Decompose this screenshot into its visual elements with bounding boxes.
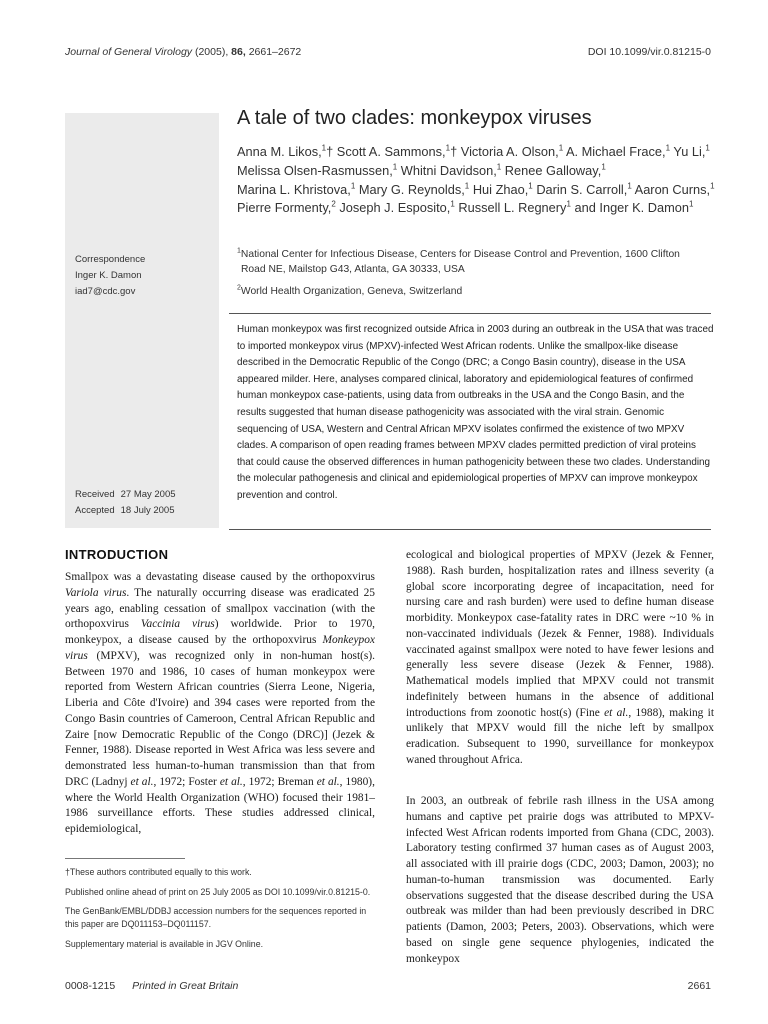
author: Yu Li,$^1$ <box>673 143 710 159</box>
footnote-accession-numbers: The GenBank/EMBL/DDBJ accession numbers for the sequences reported in this paper are DQ011153–DQ011157. <box>65 906 367 930</box>
page-number: 2661 <box>687 980 711 992</box>
author: Marina L. Khristova,$^1$ <box>237 181 356 197</box>
footnote-supplementary: Supplementary material is available in JGV Online. <box>65 938 264 949</box>
intro-paragraph-1-continued: ecological and biological properties of MPXV (Jezek & Fenner, 1988). Rash burden, hospitalization rates and illness severity (a global score incorporating degree of incapacitation, need for nursing care and rash burden) were used to define human disease morbidity. Monkeypox case-fatality rates in DRC were ~10 % in non-vaccinated individuals (Jezek & Fenner, 1988). Individuals vaccinated against smallpox were noted to have fewer lesions and generally less severe disease (Jezek & Fenner, 1988). Mathematical models implied that MPXV could not transmit indefinitely between humans in the absence of additional introductions from zoonotic host(s) (Fine et al., 1988), making it unlikely that MPXV would fill the niche left by smallpox eradication. Subsequent to 1990, surveillance for monkeypox waned throughout Africa. <box>406 549 715 766</box>
journal-name: Journal of General Virology <box>65 46 193 58</box>
intro-paragraph-1: Smallpox was a devastating disease caused by the orthopoxvirus Variola virus. The naturally occurring disease was eradicated 25 years ago, enabling cessation of smallpox vaccination (with the orthopoxvirus Vaccinia virus) worldwide. Prior to 1970, monkeypox, a disease caused by the orthopoxvirus Monkeypox virus (MPXV), was recognized only in non-human host(s). Between 1970 and 1986, 10 cases of human monkeypox were reported from Western African countries (Sierra Leone, Nigeria, Liberia and Côte d'Ivoire) and 394 cases were reported from the Congo Basin countries of Cameroon, Central African Republic and Zaire [now Democratic Republic of the Congo (DRC)] (Jezek & Fenner, 1988). Disease reported in West Africa was less severe and demonstrated less human-to-human transmission than that from DRC (Ladnyj et al., 1972; Foster et al., 1972; Breman et al., 1980), where the World Health Organization (WHO) focused their 1981–1986 surveillance efforts. These studies addressed clinical, epidemiological, <box>65 571 375 835</box>
affiliation-1: $^1$National Center for Infectious Disease, Centers for Disease Control and Prevention, 1600 Clifton Road NE, Mailstop G43, Atlanta, GA 30333, USA <box>237 247 680 275</box>
author: Joseph J. Esposito,$^1$ <box>339 200 455 216</box>
journal-pages: 2661–2672 <box>248 46 302 58</box>
author: Whitni Davidson,$^1$ <box>400 162 502 178</box>
page-footer <box>65 980 711 992</box>
doi: DOI 10.1099/vir.0.81215-0 <box>587 46 711 58</box>
footnote-equal-contribution: †These authors contributed equally to this work. <box>65 867 252 877</box>
intro-paragraph-2: In 2003, an outbreak of febrile rash illness in the USA among humans and captive pet prairie dogs was attributed to MPXV-infected West African rodents imported from Ghana (CDC, 2003). Laboratory testing confirmed 37 human cases as of August 2003, all associated with ill prairie dogs (CDC, 2003; Damon, 2003); no human-to-human transmission was documented. Early observations suggested that the disease described during the USA outbreak was milder than had been previously described in DRC patients (Damon, 2003; Peters, 2003). Observations, which were based on single gene sequence phylogenies, indicated the monkeypox <box>406 795 714 965</box>
author: Mary G. Reynolds,$^1$ <box>358 181 470 197</box>
footnotes <box>65 866 375 958</box>
author: Anna M. Likos,$^1$† <box>237 143 334 159</box>
correspondence-email[interactable]: iad7@cdc.gov <box>75 286 136 297</box>
footnote-published-online: Published online ahead of print on 25 July 2005 as DOI 10.1099/vir.0.81215-0. <box>65 886 371 897</box>
accepted-date: 18 July 2005 <box>120 505 175 516</box>
printed-in: Printed in Great Britain <box>132 980 239 992</box>
author: Hui Zhao,$^1$ <box>472 181 533 197</box>
author: Scott A. Sammons,$^1$† <box>336 143 458 159</box>
author: Victoria A. Olson,$^1$ <box>460 143 564 159</box>
running-head <box>65 46 711 58</box>
author: A. Michael Frace,$^1$ <box>566 143 671 159</box>
author: Pierre Formenty,$^2$ <box>237 200 336 216</box>
section-heading-introduction: INTRODUCTION <box>65 547 169 562</box>
journal-year: (2005), <box>194 46 229 58</box>
correspondence-label: Correspondence <box>75 254 146 265</box>
received-line <box>75 487 215 503</box>
affiliations <box>237 248 707 308</box>
footnote-rule <box>65 858 185 859</box>
sidebar-panel <box>65 113 219 528</box>
received-date: 27 May 2005 <box>120 489 176 500</box>
correspondence-block <box>75 252 215 300</box>
author: Darin S. Carroll,$^1$ <box>536 181 632 197</box>
correspondence-name: Inger K. Damon <box>75 270 142 281</box>
author: Aaron Curns,$^1$ <box>634 181 715 197</box>
received-label: Received <box>75 489 115 500</box>
author: and Inger K. Damon$^1$ <box>574 200 694 216</box>
accepted-line <box>75 503 215 519</box>
affiliation-2: $^2$World Health Organization, Geneva, Switzerland <box>237 284 463 297</box>
abstract-top-rule <box>229 313 711 314</box>
dates-block <box>75 487 215 519</box>
author-list <box>237 143 717 218</box>
journal-volume: 86, <box>231 46 246 58</box>
author: Melissa Olsen-Rasmussen,$^1$ <box>237 162 398 178</box>
abstract: Human monkeypox was first recognized outside Africa in 2003 during an outbreak in the USA that was traced to imported monkeypox virus (MPXV)-infected West African rodents. Unlike the smallpox-like disease described in the Democratic Republic of the Congo (DRC; a Congo Basin country), disease in the USA appeared milder. Here, analyses compared clinical, laboratory and epidemiological features of confirmed human monkeypox case-patients, using data from outbreaks in the USA and the Congo Basin, and the results suggested that human disease pathogenicity was associated with the viral strain. Genomic sequencing of USA, Western and Central African MPXV isolates confirmed the existence of two MPXV clades. A comparison of open reading frames between MPXV clades permitted prediction of viral proteins that could cause the observed differences in human pathogenicity between these two clades. Understanding the molecular pathogenesis and clinical and epidemiological properties of MPXV can improve monkeypox prevention and control. <box>237 324 714 501</box>
issn: 0008-1215 <box>65 980 116 992</box>
abstract-bottom-rule <box>229 529 711 530</box>
article-title: A tale of two clades: monkeypox viruses <box>237 107 592 129</box>
author: Renee Galloway,$^1$ <box>504 162 606 178</box>
accepted-label: Accepted <box>75 505 115 516</box>
author: Russell L. Regnery$^1$ <box>458 200 571 216</box>
